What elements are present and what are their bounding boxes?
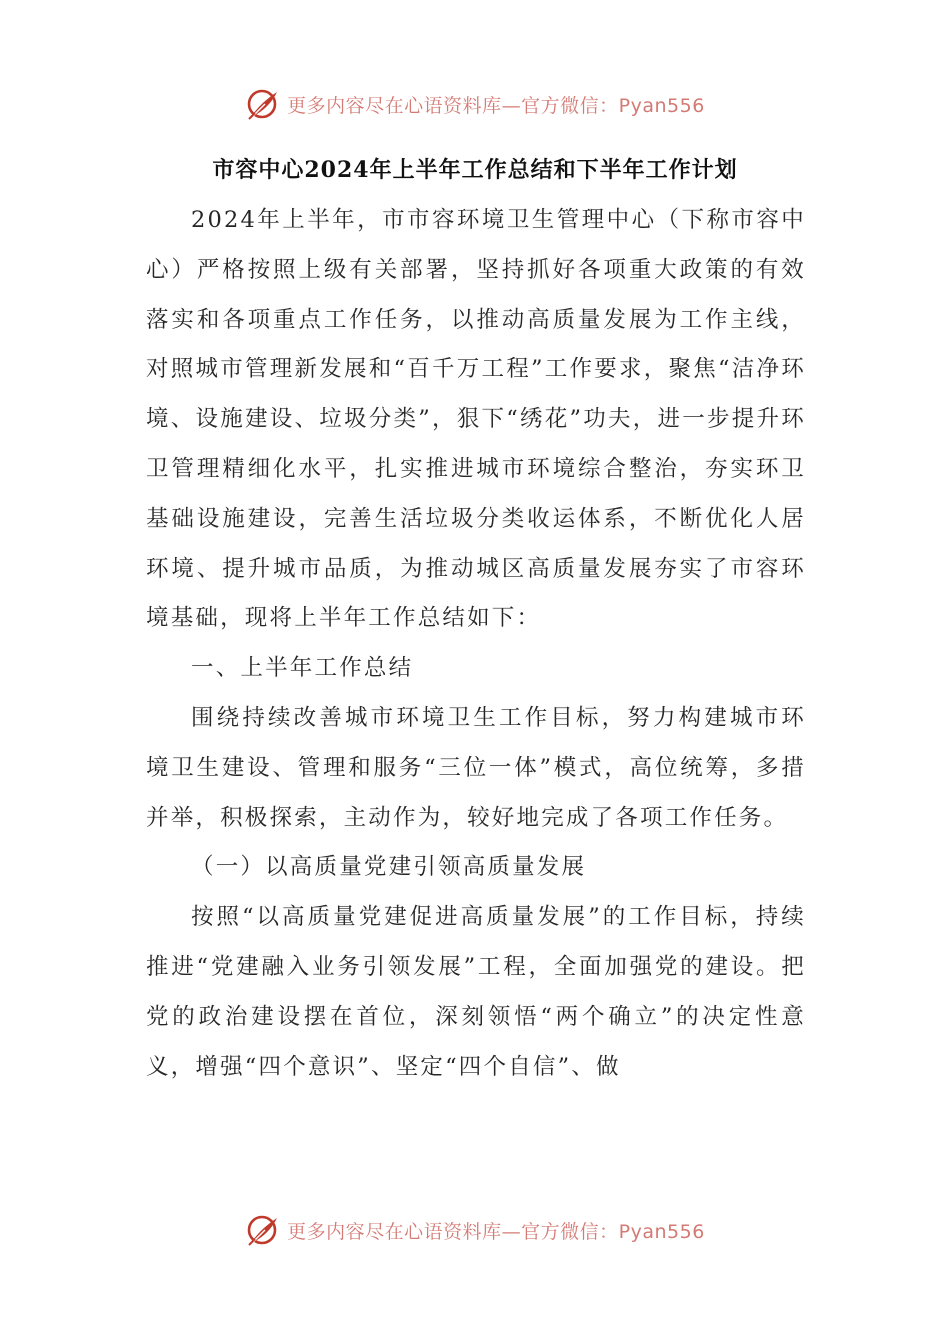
subsection-heading-1: （一）以高质量党建引领高质量发展 <box>191 854 587 881</box>
intro-paragraph: 2024年上半年，市市容环境卫生管理中心（下称市容中心）严格按照上级有关部署，坚持抓好各项重大政策的有效落实和各项重点工作任务，以推动高质量发展为工作主线，对照城市管理新发展和“百千万工程”工作要求，聚焦“洁净环境、设施建设、垃圾分类”，狠下“绣花”功夫，进一步提升环卫管理精细化水平，扎实推进城市环境综合整治，夯实环卫基础设施建设，完善生活垃圾分类收运体系，不断优化人居环境、提升城市品质，为推动城区高质量发展夯实了市容环境基础，现将上半年工作总结如下： <box>146 207 806 632</box>
quill-pen-circle-logo-icon <box>245 1212 281 1248</box>
quill-pen-circle-logo-icon <box>245 86 281 122</box>
document-title: 市容中心2024年上半年工作总结和下半年工作计划 <box>212 157 738 183</box>
document-body <box>146 196 806 1092</box>
section-1-paragraph: 围绕持续改善城市环境卫生工作目标，努力构建城市环境卫生建设、管理和服务“三位一体”模式，高位统筹，多措并举，积极探索，主动作为，较好地完成了各项工作任务。 <box>146 704 806 831</box>
watermark-text: 更多内容尽在心语资料库—官方微信：Pyan556 <box>287 1220 705 1243</box>
header-watermark-banner <box>0 84 950 124</box>
wechat-id: Pyan556 <box>618 94 705 117</box>
subsection-1-paragraph: 按照“以高质量党建促进高质量发展”的工作目标，持续推进“党建融入业务引领发展”工程，全面加强党的建设。把党的政治建设摆在首位，深刻领悟“两个确立”的决定性意义，增强“四个意识”、坚定“四个自信”、做 <box>146 904 806 1080</box>
section-heading-1: 一、上半年工作总结 <box>191 655 414 682</box>
footer-watermark-banner <box>0 1210 950 1250</box>
wechat-id: Pyan556 <box>618 1220 705 1243</box>
watermark-text: 更多内容尽在心语资料库—官方微信：Pyan556 <box>287 94 705 117</box>
